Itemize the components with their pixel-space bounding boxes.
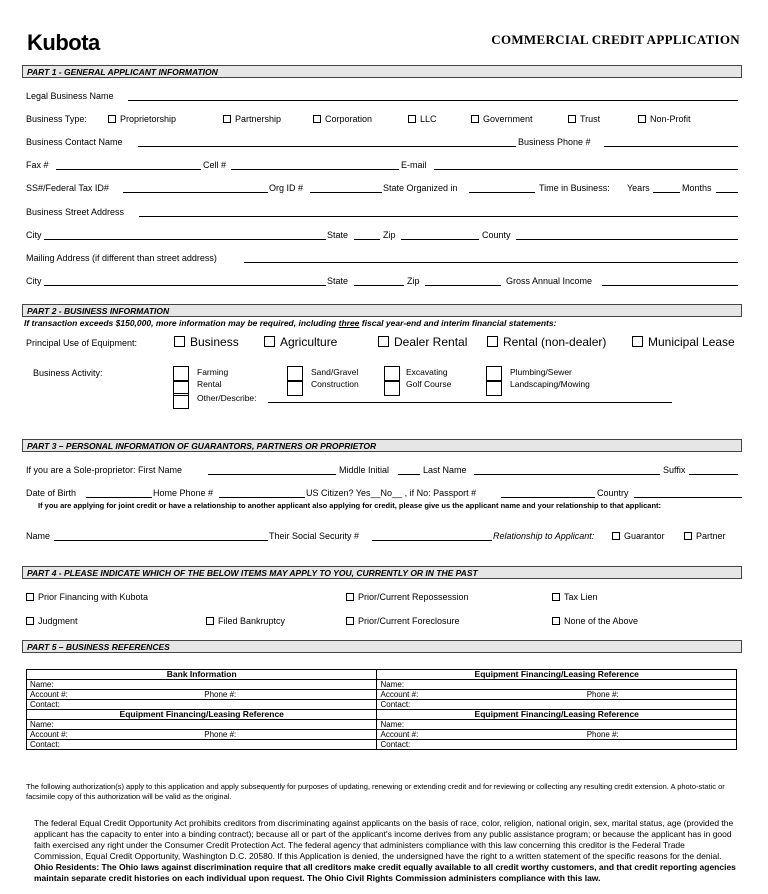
dob-label: Date of Birth: [26, 488, 77, 498]
joint-name-label: Name: [26, 531, 51, 541]
city-row: [26, 229, 738, 241]
equip-ref-heading-3: Equipment Financing/Leasing Reference: [377, 710, 737, 720]
email-field[interactable]: [434, 169, 738, 170]
home-phone-label: Home Phone #: [153, 488, 214, 498]
legal-name-row: [26, 90, 738, 102]
mailing-row: [26, 252, 738, 264]
business-type-label: Business Type:: [26, 114, 87, 124]
sand-gravel-label: Sand/Gravel: [311, 367, 359, 377]
checkbox-corporation[interactable]: Corporation: [313, 113, 372, 125]
construction-label: Construction: [311, 379, 359, 389]
checkbox-partnership[interactable]: Partnership: [223, 113, 281, 125]
last-name-label: Last Name: [423, 465, 467, 475]
time-in-business-label: Time in Business:: [539, 183, 610, 193]
middle-initial-field[interactable]: [398, 474, 420, 475]
other-label: Other/Describe:: [197, 393, 257, 403]
business-phone-label: Business Phone #: [518, 137, 591, 147]
us-citizen-label: US Citizen? Yes__No__ , if No: Passport #: [306, 488, 477, 498]
checkbox-landscaping[interactable]: [486, 380, 502, 396]
ref2-phone-cell[interactable]: Phone #:: [201, 730, 377, 740]
their-ssn-label: Their Social Security #: [269, 531, 360, 541]
checkbox-construction[interactable]: [287, 380, 303, 396]
ecoa-text: The federal Equal Credit Opportunity Act prohibits creditors from discriminating against applicants on the basis of race, color, religion, national origin, sex, marital status, age (provided the applicant has the capacity to enter into a binding contract); because all or part of the applicant's income derives from any public assistance program; or because the applicant has in good faith exercised any right under the Consumer Credit Protection Act. The federal agency that administers compliance with this law concerning this creditor is the Federal Trade Commission, Equal Credit Opportunity, Washington D.C. 20580. If this Application is denied, the undersigned have the right to a written statement of the specific reasons for the denial.: [34, 818, 734, 861]
ref2-name-cell[interactable]: Name:: [27, 720, 377, 730]
gross-income-label: Gross Annual Income: [506, 276, 593, 286]
their-ssn-field[interactable]: [372, 540, 492, 541]
legal-name-label: Legal Business Name: [26, 91, 114, 101]
ref3-phone-cell[interactable]: Phone #:: [557, 730, 737, 740]
business-type-row: [26, 113, 738, 125]
tax-id-row: [26, 182, 738, 194]
home-phone-field[interactable]: [219, 497, 305, 498]
landscaping-label: Landscaping/Mowing: [510, 379, 590, 389]
cell-label: Cell #: [203, 160, 227, 170]
checkbox-repossession[interactable]: Prior/Current Repossession: [346, 591, 469, 603]
street-field[interactable]: [139, 216, 738, 217]
part4-header: PART 4 - PLEASE INDICATE WHICH OF THE BELOW ITEMS MAY APPLY TO YOU, CURRENTLY OR IN THE PAST: [22, 566, 742, 579]
part5-header: PART 5 – BUSINESS REFERENCES: [22, 640, 742, 653]
dob-field[interactable]: [86, 497, 152, 498]
state-label: State: [327, 230, 349, 240]
checkbox-agriculture[interactable]: Agriculture: [264, 336, 337, 348]
state-org-field[interactable]: [469, 192, 535, 193]
checkbox-tax-lien[interactable]: Tax Lien: [552, 591, 598, 603]
equip-ref-heading-1: Equipment Financing/Leasing Reference: [377, 670, 737, 680]
suffix-field[interactable]: [689, 474, 738, 475]
dob-row: [26, 487, 738, 499]
contact-row: [26, 136, 738, 148]
contact-name-field[interactable]: [138, 146, 516, 147]
county-field[interactable]: [516, 239, 738, 240]
checkbox-prior-financing[interactable]: Prior Financing with Kubota: [26, 591, 148, 603]
org-id-label: Org ID #: [269, 183, 304, 193]
mailing-city-row: [26, 275, 738, 287]
mailing-city-field[interactable]: [44, 285, 326, 286]
ref2-contact-cell[interactable]: Contact:: [27, 740, 377, 750]
first-name-field[interactable]: [208, 474, 336, 475]
gross-income-field[interactable]: [602, 285, 738, 286]
ref2-account-cell[interactable]: Account #:: [27, 730, 202, 740]
checkbox-business[interactable]: Business: [174, 336, 239, 348]
checkbox-trust[interactable]: Trust: [568, 113, 600, 125]
ssn-label: SS#/Federal Tax ID#: [26, 183, 109, 193]
checkbox-golf-course[interactable]: [384, 380, 400, 396]
farming-label: Farming: [197, 367, 229, 377]
passport-field[interactable]: [501, 497, 595, 498]
mailing-field[interactable]: [244, 262, 738, 263]
checkbox-none[interactable]: None of the Above: [552, 615, 638, 627]
checkbox-other[interactable]: [173, 393, 189, 409]
checkbox-municipal-lease[interactable]: Municipal Lease: [632, 336, 735, 348]
ref3-account-cell[interactable]: Account #:: [377, 730, 557, 740]
ref3-contact-cell[interactable]: Contact:: [377, 740, 737, 750]
equip-ref-heading-2: Equipment Financing/Leasing Reference: [27, 710, 377, 720]
principal-use-row: [26, 337, 738, 349]
part4-row-2: [26, 615, 738, 627]
sole-proprietor-row: [26, 464, 738, 476]
middle-initial-label: Middle Initial: [339, 465, 390, 475]
ref1-contact-cell[interactable]: Contact:: [377, 700, 737, 710]
fax-row: [26, 159, 738, 171]
mailing-zip-field[interactable]: [425, 285, 501, 286]
joint-applicant-row: [26, 530, 738, 542]
ref1-account-cell[interactable]: Account #:: [377, 690, 557, 700]
cell-field[interactable]: [231, 169, 399, 170]
bank-account-cell[interactable]: Account #:: [27, 690, 202, 700]
zip-label: Zip: [383, 230, 396, 240]
plumbing-sewer-label: Plumbing/Sewer: [510, 367, 572, 377]
checkbox-partner[interactable]: Partner: [684, 530, 726, 542]
last-name-field[interactable]: [474, 474, 660, 475]
references-table: [26, 669, 737, 750]
email-label: E-mail: [401, 160, 427, 170]
fax-label: Fax #: [26, 160, 49, 170]
mailing-label: Mailing Address (if different than street address): [26, 253, 217, 263]
joint-name-field[interactable]: [54, 540, 268, 541]
bank-contact-cell[interactable]: Contact:: [27, 700, 377, 710]
checkbox-non-profit[interactable]: Non-Profit: [638, 113, 691, 125]
joint-credit-note: If you are applying for joint credit or have a relationship to another applicant also applying for credit, please give us the applicant name and your relationship to that applicant:: [38, 501, 662, 510]
principal-use-label: Principal Use of Equipment:: [26, 338, 138, 348]
mailing-city-label: City: [26, 276, 42, 286]
county-label: County: [482, 230, 511, 240]
rental-activity-label: Rental: [197, 379, 222, 389]
checkbox-judgment[interactable]: Judgment: [26, 615, 78, 627]
country-field[interactable]: [634, 497, 742, 498]
checkbox-rental-non-dealer[interactable]: Rental (non-dealer): [487, 336, 606, 348]
part1-header: PART 1 - GENERAL APPLICANT INFORMATION: [22, 65, 742, 78]
part2-header: PART 2 - BUSINESS INFORMATION: [22, 304, 742, 317]
checkbox-bankruptcy[interactable]: Filed Bankruptcy: [206, 615, 285, 627]
contact-name-label: Business Contact Name: [26, 137, 123, 147]
mailing-state-label: State: [327, 276, 349, 286]
legal-name-field[interactable]: [128, 100, 738, 101]
kubota-logo: Kubota: [27, 30, 100, 55]
checkbox-foreclosure[interactable]: Prior/Current Foreclosure: [346, 615, 460, 627]
first-name-label: If you are a Sole-proprietor: First Name: [26, 465, 183, 475]
years-field[interactable]: [653, 192, 680, 193]
other-describe-field[interactable]: [268, 402, 672, 403]
business-activity-label: Business Activity:: [33, 368, 103, 378]
relationship-label: Relationship to Applicant:: [493, 531, 595, 541]
business-phone-field[interactable]: [604, 146, 738, 147]
months-label: Months: [682, 183, 712, 193]
state-field[interactable]: [354, 239, 380, 240]
bank-phone-cell[interactable]: Phone #:: [201, 690, 377, 700]
checkbox-government[interactable]: Government: [471, 113, 533, 125]
org-id-field[interactable]: [310, 192, 382, 193]
golf-course-label: Golf Course: [406, 379, 452, 389]
excavating-label: Excavating: [406, 367, 448, 377]
city-field[interactable]: [44, 239, 326, 240]
part3-header: PART 3 – PERSONAL INFORMATION OF GUARANTORS, PARTNERS OR PROPRIETOR: [22, 439, 742, 452]
months-field[interactable]: [716, 192, 738, 193]
part4-row-1: [26, 591, 738, 603]
bank-info-heading: Bank Information: [27, 670, 377, 680]
ohio-text: Ohio Residents: The Ohio laws against discrimination require that all creditors make credit equally available to all credit worthy customers, and that credit reporting agencies maintain separate credit histories on each individual upon request. The Ohio Civil Rights Commission administers compliance with this law.: [34, 862, 736, 883]
checkbox-proprietorship[interactable]: Proprietorship: [108, 113, 176, 125]
street-row: [26, 206, 738, 218]
authorization-text: The following authorization(s) apply to this application and apply subsequently for purposes of updating, renewing or extending credit and for reviewing or collecting any resulting credit extension. A photo-static or facsimile copy of this authorization will be valid as the original.: [26, 782, 725, 801]
city-label: City: [26, 230, 42, 240]
checkbox-dealer-rental[interactable]: Dealer Rental: [378, 336, 467, 348]
ref3-name-cell[interactable]: Name:: [377, 720, 737, 730]
country-label: Country: [597, 488, 629, 498]
ecoa-notice: [34, 818, 736, 894]
fax-field[interactable]: [56, 169, 201, 170]
bank-name-cell[interactable]: Name:: [27, 680, 377, 690]
part2-note: If transaction exceeds $150,000, more information may be required, including three fiscal year-end and interim financial statements:: [24, 318, 557, 328]
checkbox-guarantor[interactable]: Guarantor: [612, 530, 665, 542]
ref1-phone-cell[interactable]: Phone #:: [557, 690, 737, 700]
ref1-name-cell[interactable]: Name:: [377, 680, 737, 690]
years-label: Years: [627, 183, 650, 193]
ssn-field[interactable]: [123, 192, 268, 193]
page-title: COMMERCIAL CREDIT APPLICATION: [491, 32, 740, 47]
street-label: Business Street Address: [26, 207, 125, 217]
mailing-zip-label: Zip: [407, 276, 420, 286]
mailing-state-field[interactable]: [354, 285, 404, 286]
state-org-label: State Organized in: [383, 183, 458, 193]
suffix-label: Suffix: [663, 465, 686, 475]
zip-field[interactable]: [401, 239, 479, 240]
checkbox-llc[interactable]: LLC: [408, 113, 437, 125]
